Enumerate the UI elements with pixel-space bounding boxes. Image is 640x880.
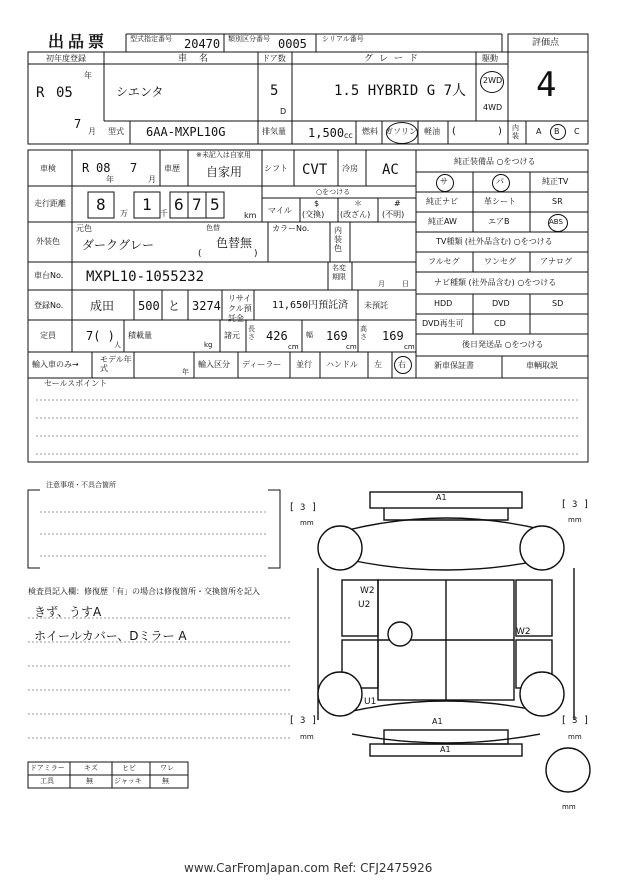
equip-power: パ: [496, 177, 504, 186]
grade-value: 1.5 HYBRID G 7人: [334, 83, 467, 99]
form-title: 出品票: [48, 32, 109, 51]
navi-dvd: DVD: [492, 299, 510, 308]
exterior-label: 外装色: [36, 237, 60, 246]
tread-rear-right: 3: [572, 716, 578, 726]
equip-navi: 純正ナビ: [426, 197, 458, 206]
category-label: 類別区分番号: [228, 35, 270, 43]
unknown-sym: #: [394, 199, 401, 208]
damage-a1-rear: A1: [432, 717, 443, 726]
mileage-digit-2: 1: [142, 195, 152, 214]
post-manual: 車輌取説: [526, 361, 558, 370]
handle-left: 左: [374, 360, 382, 369]
model-approval-no: 20470: [184, 37, 221, 51]
reg-label: 登録No.: [34, 301, 64, 310]
shift-value: CVT: [302, 162, 328, 178]
equip-abs: ABS: [549, 218, 563, 226]
mileage-digit-1: 8: [96, 195, 106, 214]
color-no-label: 色替: [206, 224, 220, 232]
displacement-label: 排気量: [262, 127, 286, 136]
inspection-label: 車検: [40, 164, 56, 173]
model-value: 6AA-MXPL10G: [146, 125, 226, 139]
ac-label: 冷房: [342, 164, 358, 173]
doors-value: 5: [270, 83, 279, 99]
inspector-line-2: ホイールカバー、Dミラー A: [34, 629, 187, 643]
interior-label: 内装: [512, 124, 519, 140]
mileage-sen: 千: [160, 209, 168, 218]
post-warranty: 新車保証書: [434, 361, 474, 370]
model-approval-label: 型式指定番号: [130, 35, 172, 43]
mileage-km: km: [244, 211, 257, 220]
exchange-label: (交換): [302, 210, 325, 219]
insp-era: R: [82, 161, 90, 175]
tv-fullseg: フルセグ: [428, 257, 460, 266]
acc-tools-label: 工具: [40, 777, 54, 785]
orig-color: ダークグレー: [82, 238, 155, 252]
capacity-label: 定員: [40, 331, 56, 340]
tv-oneseg: ワンセグ: [484, 257, 516, 266]
navi-dvd-play: DVD再生可: [422, 319, 464, 328]
orig-color-label: 元色: [76, 224, 92, 233]
score-value: 4: [536, 65, 557, 105]
first-reg-year-unit: 年: [84, 71, 92, 80]
drive-4wd: 4WD: [483, 103, 503, 112]
insp-month-unit: 月: [148, 175, 156, 184]
reg-number: 3274: [192, 299, 221, 313]
damage-u2: U2: [358, 600, 371, 610]
acc-crack-label: ヒビ: [122, 764, 136, 772]
equipment-title: 純正装備品 ○をつける: [454, 157, 536, 166]
model-label: 型式: [108, 127, 124, 136]
first-reg-month: 7: [74, 117, 82, 131]
interior-b: B: [554, 127, 560, 136]
grade-label: グレード: [364, 54, 425, 64]
notes-label: 注意事項・不具合箇所: [46, 481, 116, 489]
post-title: 後日発送品 ○をつける: [462, 340, 544, 349]
car-name-label: 車名: [178, 54, 221, 64]
import-label: 輸入車のみ→: [32, 360, 79, 369]
damage-u1: U1: [364, 697, 377, 707]
footer-watermark[interactable]: www.CarFromJapan.com Ref: CFJ2475926: [184, 861, 433, 875]
equip-airbag: エアB: [488, 217, 510, 226]
first-reg-year: 05: [56, 85, 73, 101]
first-reg-label: 初年度登録: [46, 54, 86, 63]
tv-title: TV種類 (社外品含む) ○をつける: [436, 237, 553, 246]
tamper-sym: ＊: [354, 199, 362, 208]
navi-title: ナビ種類 (社外品含む) ○をつける: [434, 278, 557, 287]
fuel-label: 燃料: [362, 127, 378, 136]
equip-aw: 純正AW: [428, 217, 457, 226]
mileage-note: ○をつける: [316, 188, 351, 196]
damage-a1-bumper: A1: [440, 745, 451, 754]
inspector-label: 検査員記入欄：修復歴「有」の場合は修復箇所・交換箇所を記入: [28, 587, 260, 596]
tread-rear-left: 3: [300, 716, 306, 726]
tv-analog: アナログ: [540, 257, 572, 266]
insp-year-unit: 年: [106, 175, 114, 184]
navi-cd: CD: [494, 319, 506, 328]
sales-point-label: セールスポイント: [44, 379, 108, 388]
equip-tv: 純正TV: [542, 177, 569, 186]
interior-a: A: [536, 127, 542, 136]
inspector-line-1: きず、うすA: [34, 605, 102, 619]
chassis-label: 車台No.: [34, 271, 64, 280]
equip-leather: 革シート: [484, 197, 516, 206]
serial-label: シリアル番号: [322, 35, 364, 43]
parallel-option: 並行: [296, 360, 312, 369]
damage-w2-b: W2: [516, 627, 531, 637]
tamper-label: (改ざん): [340, 210, 371, 219]
tread-front-left: 3: [300, 503, 306, 513]
doors-sub: D: [280, 107, 287, 116]
acc-tools-value: 無: [86, 777, 93, 785]
equip-cooler: サ: [440, 177, 448, 186]
car-name: シエンタ: [116, 85, 164, 99]
drive-label: 駆動: [482, 54, 498, 63]
length-value: 426: [266, 329, 288, 343]
navi-sd: SD: [552, 299, 564, 308]
model-year-label: モデル年式: [100, 355, 132, 373]
width-value: 169: [326, 329, 348, 343]
mileage-digit-3: 6: [174, 195, 184, 214]
ac-value: AC: [382, 162, 399, 178]
exchange-sym: $: [314, 199, 320, 208]
unknown-label: (不明): [382, 210, 405, 219]
import-type-label: 輸入区分: [198, 360, 230, 369]
reg-kana: と: [168, 299, 181, 313]
dims-label: 諸元: [224, 331, 240, 340]
equip-sr: SR: [552, 197, 563, 206]
acc-scratch-label: キズ: [84, 764, 98, 772]
reg-class: 500: [138, 299, 160, 313]
interior-color-label: 内装色: [334, 226, 342, 253]
handle-label: ハンドル: [326, 360, 358, 369]
dealer-option: ディーラー: [242, 360, 282, 369]
first-reg-month-unit: 月: [88, 127, 96, 136]
history-note: ※未記入は自家用: [196, 151, 251, 159]
displacement-value: 1,500: [308, 126, 345, 140]
damage-a1-front: A1: [436, 493, 447, 502]
mileage-digit-5: 5: [210, 195, 220, 214]
tread-front-right: 3: [572, 500, 578, 510]
category-no: 0005: [278, 37, 307, 51]
name-change-label: 名変期限: [332, 264, 346, 281]
load-label: 積載量: [128, 331, 152, 340]
mile-label: マイル: [268, 206, 292, 215]
recycle-value: 11,650円預託済: [272, 300, 349, 311]
drive-2wd: 2WD: [483, 76, 503, 85]
fuel-gas: ガソリン: [385, 127, 417, 136]
mileage-label: 走行距離: [34, 199, 66, 208]
acc-mirror-label: ドアミラー: [30, 764, 65, 772]
chassis-value: MXPL10-1055232: [86, 269, 205, 285]
insp-year: 08: [96, 161, 111, 175]
recycle-unpaid: 未預託: [364, 301, 388, 310]
color-code-label: カラーNo.: [272, 224, 310, 233]
displacement-unit: cc: [344, 131, 353, 140]
reg-area: 成田: [90, 299, 115, 313]
color-change: 色替無: [216, 236, 253, 250]
recycle-label: リサイクル預託金: [228, 294, 252, 323]
acc-jack-value: 無: [162, 777, 169, 785]
interior-c: C: [574, 127, 580, 136]
height-value: 169: [382, 329, 404, 343]
navi-hdd: HDD: [434, 299, 453, 308]
acc-jack-label: ジャッキ: [114, 777, 142, 785]
fuel-kerosene: 軽油: [424, 127, 440, 136]
first-reg-era: R: [36, 85, 45, 101]
acc-break-label: ワレ: [160, 764, 174, 772]
capacity-value: 7( ): [86, 329, 115, 343]
damage-w2-a: W2: [360, 586, 375, 596]
insp-month: 7: [130, 161, 138, 175]
doors-label: ドア数: [262, 54, 286, 63]
shift-label: シフト: [264, 164, 288, 173]
spare-tread-mm: mm: [562, 803, 576, 811]
history-value: 自家用: [206, 165, 243, 179]
handle-right: 右: [398, 360, 406, 369]
mileage-man: 万: [120, 209, 128, 218]
score-label: 評価点: [532, 38, 560, 48]
history-label: 車歴: [164, 164, 180, 173]
mileage-digit-4: 7: [192, 195, 202, 214]
